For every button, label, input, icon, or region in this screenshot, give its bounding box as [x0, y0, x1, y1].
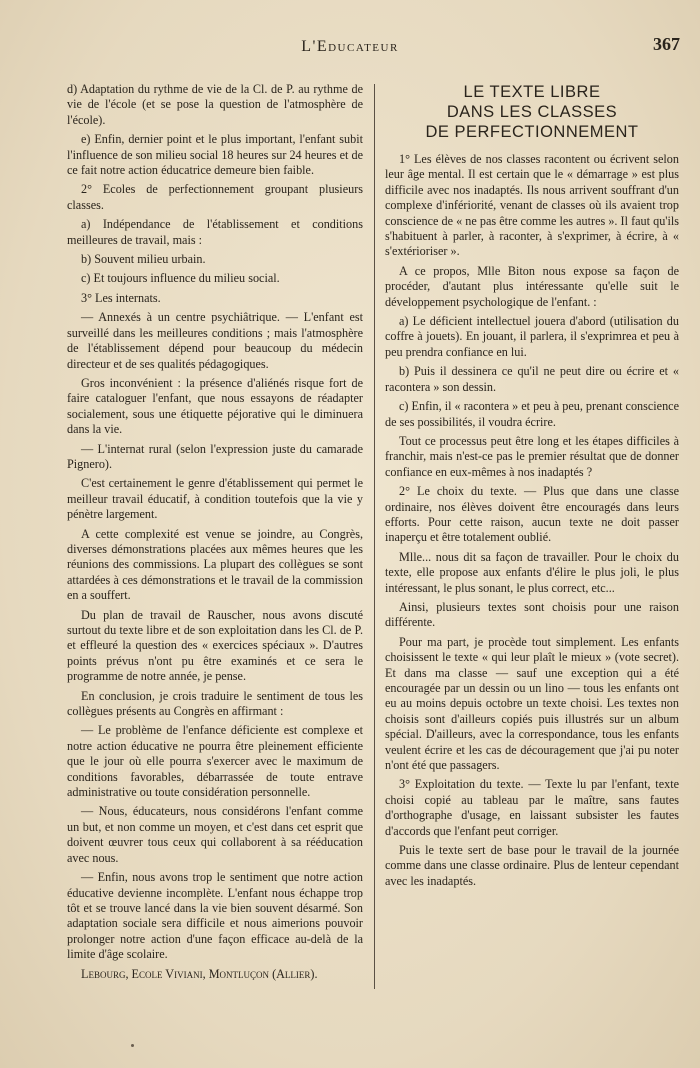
paragraph: 3° Exploitation du texte. — Texte lu par l'enfant, texte choisi copié au tableau par le maître, sans fautes d'orthographe d'usage, en laissant subsister les fautes d'accords que l'enfant peut corriger. — [385, 777, 679, 838]
signature: Lebourg, Ecole Viviani, Montluçon (Allier). — [81, 966, 318, 981]
paragraph: b) Puis il dessinera ce qu'il ne peut dire ou écrire et « racontera » son dessin. — [385, 364, 679, 394]
paragraph: 1° Les élèves de nos classes racontent ou écrivent selon leur âge mental. Il est certain que le « démarrage » est plus difficile avec nos inadaptés. Ils nous arrivent souffrant d'un complexe d'infériorité, venant de classes où ils avaient trop conscience de « ne pas être comme les autres ». Il faut qu'ils s'habituent à parler, à raconter, à s'exprimer, à écrire, à « s'extérioriser ». — [385, 152, 679, 259]
paragraph: Du plan de travail de Rauscher, nous avons discuté surtout du texte libre et de son exploitation dans les Cl. de P. et effleuré la question des « exercices spéciaux ». D'autres points prévus n'ont pu être examinés et ce sera le programme de notre année, je pense. — [67, 607, 363, 684]
paragraph: — Nous, éducateurs, nous considérons l'enfant comme un but, et non comme un moyen, et c'est dans cet esprit que doivent œuvrer tous ceux qui collaborent à sa rééducation avec nous. — [67, 804, 363, 865]
paragraph: c) Et toujours influence du milieu social. — [81, 271, 280, 286]
paragraph: — Enfin, nous avons trop le sentiment que notre action éducative devienne incomplète. L'enfant nous échappe trop tôt et se trouve lancé dans la vie bien souvent désarmé. Son adaptation sociale sera difficile et nous aimerions pouvoir prolonger notre action d'une façon efficace au-delà de la limite d'âge scolaire. — [67, 870, 363, 962]
paragraph: b) Souvent milieu urbain. — [81, 252, 206, 267]
paragraph: A cette complexité est venue se joindre, au Congrès, diverses démonstrations placées aux mêmes heures que les réunions des commissions. La plupart des collègues se sont attardées à ces démonstrations et le travail de la commission en a souffert. — [67, 526, 363, 603]
paragraph: — Le problème de l'enfance déficiente est complexe et notre action éducative ne pourra être pleinement efficiente que le jour où elle pourra s'exercer avec le maximum de conditions favorables, débarrassée de toute entrave administrative ou toute considération personnelle. — [67, 723, 363, 800]
column-divider — [374, 84, 375, 989]
paragraph: — L'internat rural (selon l'expression juste du camarade Pignero). — [67, 441, 363, 471]
paragraph: a) Indépendance de l'établissement et conditions meilleures de travail, mais : — [67, 217, 363, 247]
page-number: 367 — [653, 34, 680, 54]
paragraph: d) Adaptation du rythme de vie de la Cl. de P. au rythme de vie de l'école (et se pose la question de l'atmosphère de l'école). — [67, 82, 363, 127]
paragraph: Puis le texte sert de base pour le travail de la journée comme dans une classe ordinaire. Plus de lenteur cependant avec les inadaptés. — [385, 843, 679, 888]
right-column — [385, 82, 679, 893]
paragraph: Ainsi, plusieurs textes sont choisis pour une raison différente. — [385, 599, 679, 630]
paragraph: En conclusion, je crois traduire le sentiment de tous les collègues présents au Congrès en affirmant : — [67, 688, 363, 719]
paragraph: C'est certainement le genre d'établissement qui permet le meilleur travail éducatif, à condition toutefois que la vie y pénètre largement. — [67, 476, 363, 522]
paragraph: 2° Le choix du texte. — Plus que dans une classe ordinaire, nos élèves doivent être encouragés dans leurs efforts. Pour cette raison, aucun texte ne doit passer inaperçu et être totalement oublié. — [385, 484, 679, 545]
paragraph: Mlle... nous dit sa façon de travailler. Pour le choix du texte, elle propose aux enfants d'élire le plus joli, le plus intéressant, le plus sonant, le plus correct, etc... — [385, 549, 679, 595]
article-title — [385, 82, 679, 142]
left-column — [67, 82, 363, 986]
paragraph: e) Enfin, dernier point et le plus important, l'enfant subit l'influence de son milieu social 18 heures sur 24 heures et de ce fait notre action éducatrice demeure bien faible. — [67, 132, 363, 178]
article-title-line: DE PERFECTIONNEMENT — [425, 123, 639, 141]
paragraph: a) Le déficient intellectuel jouera d'abord (utilisation du coffre à jouets). En jouant, il parlera, il s'exprimrea et peu à peu prendra confiance en lui. — [385, 314, 679, 359]
paragraph: A ce propos, Mlle Biton nous expose sa façon de procéder, d'autant plus intéressante qu'elle suit le développement psychologique de l'enfant. : — [385, 263, 679, 309]
article-title-line: LE TEXTE LIBRE — [463, 83, 601, 101]
article-title-line: DANS LES CLASSES — [446, 103, 618, 121]
paragraph: Gros inconvénient : la présence d'aliénés risque fort de faire cataloguer l'enfant, que nous essayons de réadapter socialement, sous une étiquette péjorative qui le diminuera dans la vie. — [67, 375, 363, 437]
paragraph: Tout ce processus peut être long et les étapes difficiles à franchir, mais n'est-ce pas le premier résultat que de donner confiance en eux-mêmes à nos inadaptés ? — [385, 433, 679, 479]
paragraph: 2° Ecoles de perfectionnement groupant plusieurs classes. — [67, 182, 363, 212]
paragraph: c) Enfin, il « racontera » et peu à peu, prenant conscience de ses possibilités, il voudra écrire. — [385, 399, 679, 429]
print-speck — [131, 1044, 134, 1047]
journal-title: L'Educateur — [301, 38, 399, 55]
paragraph: 3° Les internats. — [81, 290, 161, 305]
paragraph: Pour ma part, je procède tout simplement. Les enfants choisissent le texte « qui leur plaît le mieux » (vote secret). Et dans ma classe — sauf une exception qui a été encouragée par un dessin ou un lino — tous les enfants ont eu au moins depuis octobre un texte choisi. Les textes non choisis sont d'ailleurs copiés puis illustrés sur un album spécial. D'ailleurs, avec la correspondance, tous les enfants veulent écrire et les cas de découragement que j'ai pu noter n'ont été que passagers. — [385, 634, 679, 773]
paragraph: — Annexés à un centre psychiâtrique. — L'enfant est surveillé dans les meilleures conditions ; mais l'atmosphère de l'établissement dépend pour beaucoup du médecin directeur et de ses qualités pédagogiques. — [67, 310, 363, 371]
